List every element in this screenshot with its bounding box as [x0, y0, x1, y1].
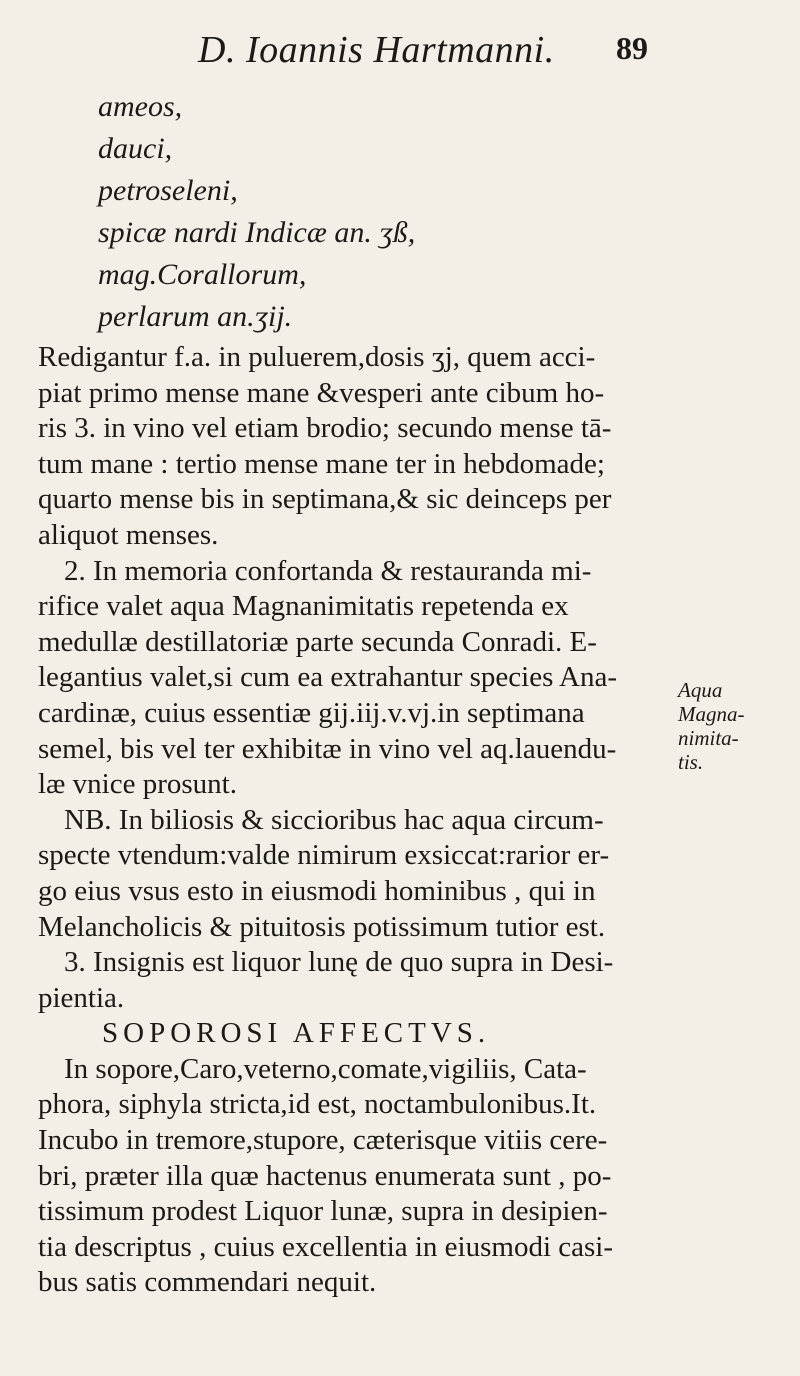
text-line: specte vtendum:valde nimirum exsiccat:rarior er-: [38, 839, 610, 872]
text-line: go eius vsus esto in eiusmodi hominibus , qui in: [38, 874, 596, 907]
text-line: tum mane : tertio mense mane ter in hebdomade;: [38, 447, 605, 480]
text-line: 2. In memoria confortanda & restauranda mi-: [64, 554, 592, 587]
text-line: quarto mense bis in septimana,& sic deinceps per: [38, 483, 612, 516]
text-line: NB. In biliosis & siccioribus hac aqua circum-: [64, 803, 604, 836]
text-line: phora, siphyla stricta,id est, noctambulonibus.It.: [38, 1088, 597, 1121]
margin-note-line: Magna-: [678, 702, 745, 726]
text-line: bri, præter illa quæ hactenus enumerata sunt , po-: [38, 1159, 612, 1192]
text-line: tia descriptus , cuius excellentia in eiusmodi casi-: [38, 1230, 614, 1263]
ingredient-line: mag.Corallorum,: [98, 258, 307, 291]
margin-note-line: nimita-: [678, 726, 739, 750]
text-line: Melancholicis & pituitosis potissimum tutior est.: [38, 910, 606, 943]
text-line: cardinæ, cuius essentiæ gij.iij.v.vj.in septimana: [38, 696, 585, 729]
text-line: 3. Insignis est liquor lunę de quo supra in Desi-: [64, 946, 614, 979]
margin-note: [678, 678, 745, 774]
section-heading: SOPOROSI AFFECTVS.: [102, 1017, 491, 1050]
ingredient-line: petroseleni,: [98, 174, 238, 207]
margin-note-line: tis.: [678, 750, 704, 774]
text-line: læ vnice prosunt.: [38, 768, 237, 801]
ingredient-line: spicæ nardi Indicæ an. ʒß,: [98, 216, 416, 249]
ingredient-line: perlarum an.ʒij.: [98, 300, 293, 333]
text-line: legantius valet,si cum ea extrahantur species Ana-: [38, 661, 617, 694]
text-line: medullæ destillatoriæ parte secunda Conradi. E-: [38, 625, 597, 658]
text-line: bus satis commendari nequit.: [38, 1266, 377, 1299]
text-line: In sopore,Caro,veterno,comate,vigiliis, Cata-: [64, 1052, 587, 1085]
text-line: Redigantur f.a. in puluerem,dosis ʒj, quem acci-: [38, 341, 596, 373]
text-line: aliquot menses.: [38, 518, 219, 551]
text-line: rifice valet aqua Magnanimitatis repetenda ex: [38, 590, 569, 623]
header-title: D. Ioannis Hartmanni.: [198, 29, 555, 71]
ingredient-line: ameos,: [98, 90, 183, 123]
text-line: Incubo in tremore,stupore, cæterisque vitiis cere-: [38, 1124, 608, 1157]
text-line: ris 3. in vino vel etiam brodio; secundo mense tā-: [38, 412, 612, 445]
text-line: tissimum prodest Liquor lunæ, supra in desipien-: [38, 1195, 608, 1228]
ingredient-line: dauci,: [98, 132, 173, 165]
text-line: semel, bis vel ter exhibitæ in vino vel aq.lauendu-: [38, 732, 617, 765]
margin-note-line: Aqua: [678, 678, 723, 702]
page-number: 89: [616, 30, 648, 66]
ingredient-list: [98, 86, 415, 338]
body-text: [38, 340, 678, 1301]
text-line: pientia.: [38, 981, 125, 1014]
text-line: piat primo mense mane &vesperi ante cibum ho-: [38, 376, 605, 409]
running-header: [0, 28, 800, 78]
